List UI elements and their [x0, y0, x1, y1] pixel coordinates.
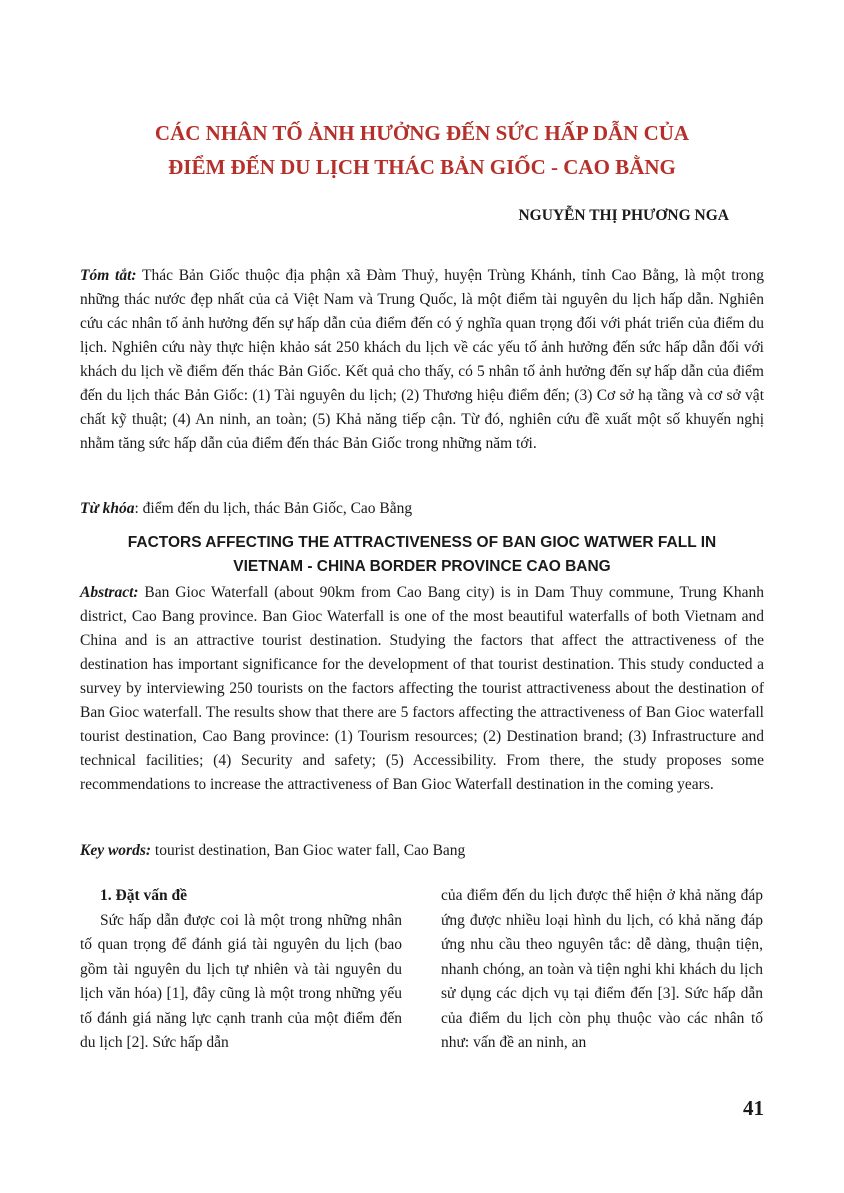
- article-title: [80, 116, 764, 184]
- english-title-line-2: VIETNAM - CHINA BORDER PROVINCE CAO BANG: [233, 558, 611, 575]
- abstract-english-label: Abstract:: [80, 584, 139, 601]
- keywords-vietnamese: [80, 497, 764, 521]
- keywords-english: [80, 839, 764, 863]
- abstract-vietnamese-text: Thác Bản Giốc thuộc địa phận xã Đàm Thuỷ, huyện Trùng Khánh, tỉnh Cao Bằng, là một trong những thác nước đẹp nhất của cả Việt Nam và Trung Quốc, là một điểm tài nguyên du lịch hấp dẫn. Nghiên cứu các nhân tố ảnh hưởng đến sự hấp dẫn của điểm đến có ý nghĩa quan trọng đối với phát triển của điểm du lịch. Nghiên cứu này thực hiện khảo sát 250 khách du lịch về các yếu tố ảnh hưởng đến sức hấp dẫn đối với khách du lịch về điểm đến thác Bản Giốc. Kết quả cho thấy, có 5 nhân tố ảnh hưởng đến sự hấp dẫn của điểm đến du lịch thác Bản Giốc: (1) Tài nguyên du lịch; (2) Thương hiệu điểm đến; (3) Cơ sở hạ tầng và cơ sở vật chất kỹ thuật; (4) An ninh, an toàn; (5) Khả năng tiếp cận. Từ đó, nghiên cứu đề xuất một số khuyến nghị nhằm tăng sức hấp dẫn của điểm đến thác Bản Giốc trong những năm tới.: [80, 267, 764, 452]
- keywords-english-text: tourist destination, Ban Gioc water fall, Cao Bang: [151, 842, 466, 859]
- english-title: [80, 531, 764, 579]
- section-paragraph-left: Sức hấp dẫn được coi là một trong những nhân tố quan trọng để đánh giá tài nguyên du lịch (bao gồm tài nguyên du lịch tự nhiên và tài nguyên du lịch văn hóa) [1], đây cũng là một trong những yếu tố đánh giá năng lực cạnh tranh của một điểm đến du lịch [2]. Sức hấp dẫn: [80, 911, 402, 1051]
- abstract-english: [80, 581, 764, 797]
- abstract-vietnamese-label: Tóm tắt:: [80, 267, 137, 284]
- keywords-vietnamese-label: Từ khóa: [80, 500, 135, 517]
- section-heading: 1. Đặt vấn đề: [100, 887, 187, 904]
- author-name: NGUYỄN THỊ PHƯƠNG NGA: [518, 207, 729, 224]
- english-title-line-1: FACTORS AFFECTING THE ATTRACTIVENESS OF BAN GIOC WATWER FALL IN: [127, 534, 717, 551]
- keywords-english-label: Key words:: [80, 842, 152, 859]
- page-number: 41: [743, 1096, 764, 1120]
- abstract-english-text: Ban Gioc Waterfall (about 90km from Cao Bang city) is in Dam Thuy commune, Trung Khanh district, Cao Bang province. Ban Gioc Waterfall is one of the most beautiful waterfalls of both Vietnam and China and is an attractive tourist destination. Studying the factors that affect the attractiveness of the destination has important significance for the development of that tourist destination. This study conducted a survey by interviewing 250 tourists on the factors affecting the tourist attractiveness about the destination of Ban Gioc waterfall. The results show that there are 5 factors affecting the attractiveness of Ban Gioc waterfall tourist destination, Cao Bang province: (1) Tourism resources; (2) Destination brand; (3) Infrastructure and technical facilities; (4) Security and safety; (5) Accessibility. From there, the study proposes some recommendations to increase the attractiveness of Ban Gioc Waterfall destination in the coming years.: [80, 584, 764, 793]
- body-column-left: [80, 884, 402, 1056]
- keywords-vietnamese-text: : điểm đến du lịch, thác Bản Giốc, Cao Bằng: [134, 500, 413, 517]
- article-title-line-2: ĐIỂM ĐẾN DU LỊCH THÁC BẢN GIỐC - CAO BẰNG: [168, 155, 676, 179]
- body-column-right: [441, 884, 763, 1056]
- section-paragraph-right: của điểm đến du lịch được thể hiện ở khả năng đáp ứng được nhiều loại hình du lịch, có khả năng đáp ứng nhu cầu theo nguyên tắc: dễ dàng, thuận tiện, nhanh chóng, an toàn và tiện nghi khi khách du lịch sử dụng các dịch vụ tại điểm đến [3]. Sức hấp dẫn của điểm du lịch còn phụ thuộc vào các nhân tố như: vấn đề an ninh, an: [441, 887, 763, 1051]
- article-title-line-1: CÁC NHÂN TỐ ẢNH HƯỞNG ĐẾN SỨC HẤP DẪN CỦA: [154, 121, 690, 145]
- abstract-vietnamese: [80, 264, 764, 456]
